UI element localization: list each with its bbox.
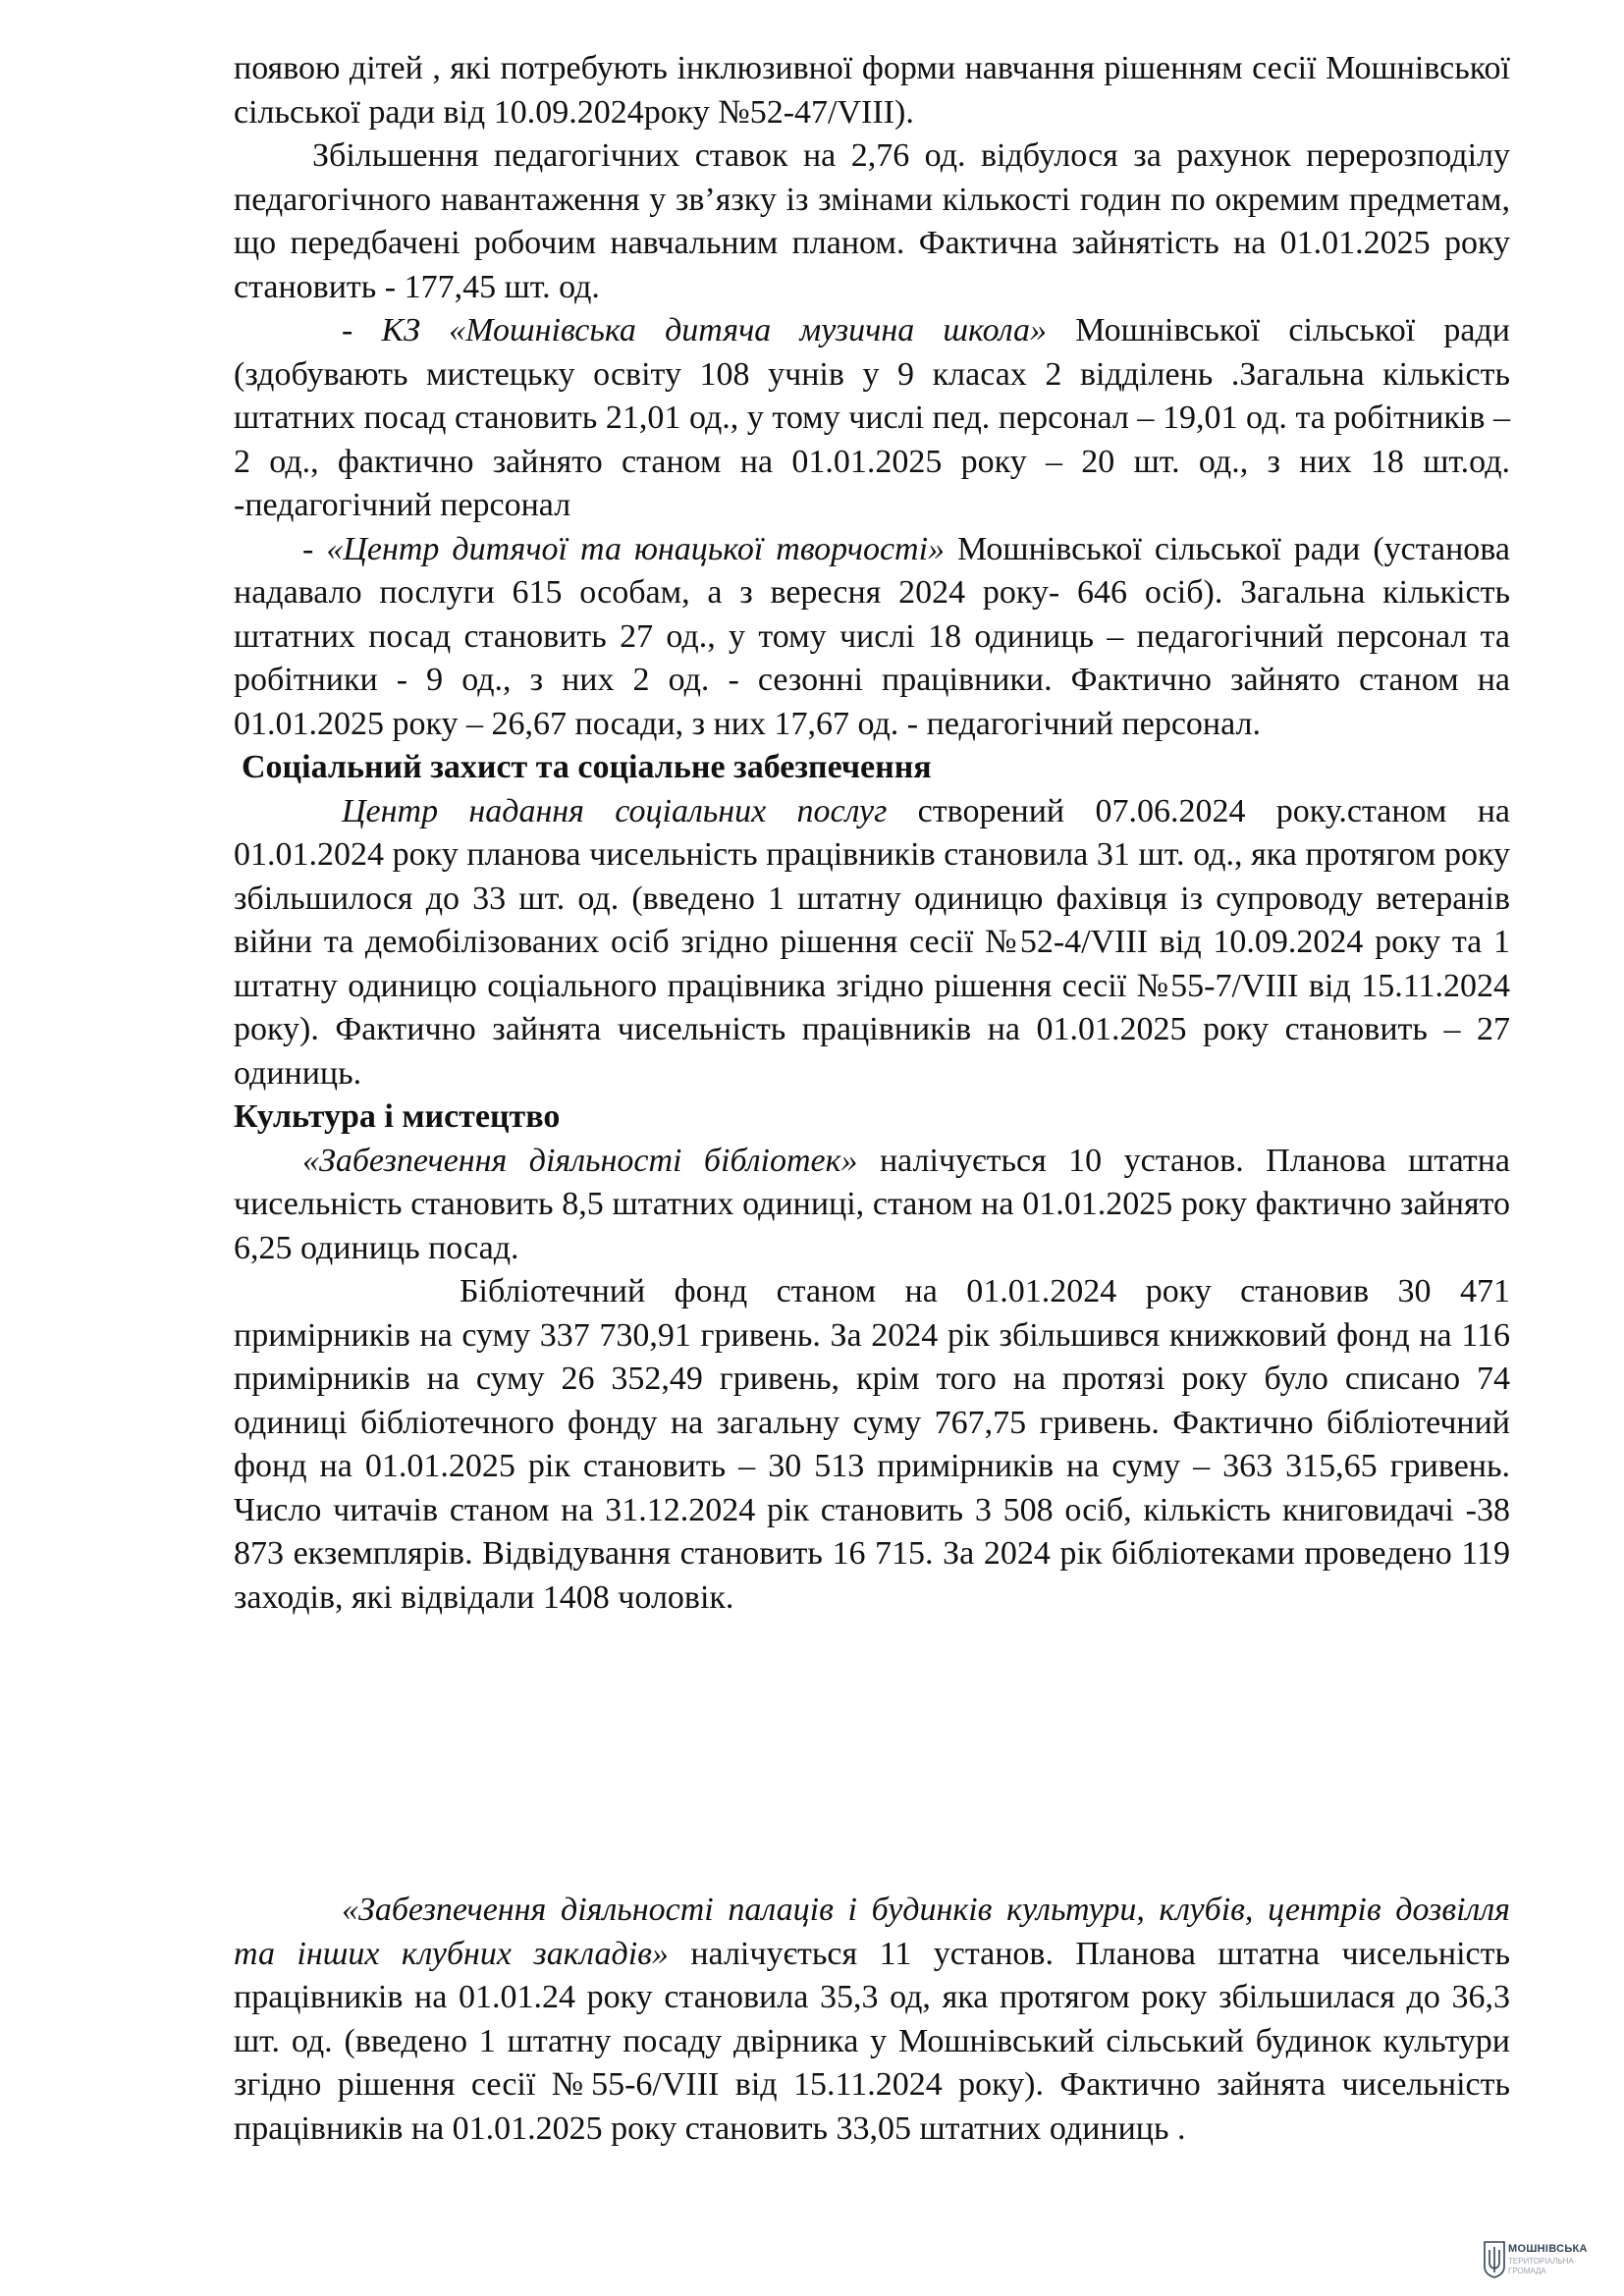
- institution-name-music-school: КЗ «Мошнівська дитяча музична школа»: [381, 312, 1048, 348]
- institution-name-youth-center: «Центр дитячої та юнацької творчості»: [326, 530, 946, 567]
- logo-subtitle-line1: ТЕРИТОРІАЛЬНА: [1508, 2257, 1574, 2266]
- institution-name-libraries: «Забезпечення діяльності бібліотек»: [302, 1142, 858, 1179]
- institution-name-culture-houses: «Забезпечення діяльності палаців і будинків культури, клубів, центрів дозвілля та інших клубних закладів»: [234, 1892, 1510, 1972]
- paragraph-body: налічується 10 установ. Планова штатна чисельність становить 8,5 штатних одиниці, станом на 01.01.2025 року фактично зайнято 6,25 одиниць посад.: [234, 1142, 1510, 1266]
- paragraph-body: налічується 11 установ. Планова штатна чисельність працівників на 01.01.24 року становила 35,3 од, яка протягом року збільшилася до 36,3 шт. од. (введено 1 штатну посаду двірника у Мошнівський сільський будинок культури згідно рішення сесії №55-6/VIII від 15.11.2024 року). Фактично зайнята чисельність працівників на 01.01.2025 року становить 33,05 штатних одиниць .: [234, 1935, 1510, 2147]
- section-heading-social-protection: Соціальний захист та соціальне забезпечення: [242, 749, 932, 785]
- paragraph-dash: -: [302, 530, 327, 567]
- paragraph-body: створений 07.06.2024 року.станом на 01.01.2024 року планова чисельність працівників становила 31 шт. од., яка протягом року збільшилося до 33 шт. од. (введено 1 штатну одиницю фахівця із супроводу ветеранів війни та демобілізованих осіб згідно рішення сесії №52-4/VIII від 10.09.2024 року та 1 штатну одиницю соціального працівника згідно рішення сесії №55-7/VIII від 15.11.2024 року). Фактично зайнята чисельність працівників на 01.01.2025 року становить – 27 одиниць.: [234, 792, 1510, 1092]
- paragraph-teaching-rates: Збільшення педагогічних ставок на 2,76 од. відбулося за рахунок перерозподілу педагогічного навантаження у зв’язку із змінами кількості годин по окремим предметам, що передбачені робочим навчальним планом. Фактична зайнятість на 01.01.2025 року становить - 177,45 шт. од.: [234, 137, 1510, 305]
- paragraph-culture-houses: [234, 1889, 1510, 2151]
- trident-coat-of-arms-icon: [1484, 2241, 1505, 2278]
- paragraph-youth-center: [234, 528, 1510, 747]
- paragraph-music-school: [234, 309, 1510, 528]
- section-heading-culture: Культура і мистецтво: [234, 1098, 561, 1135]
- paragraph-body: Мошнівської сільської ради (установа надавало послуги 615 особам, а з вересня 2024 року- 646 осіб). Загальна кількість штатних посад становить 27 од., у тому числі 18 одиниць – педагогічний персонал та робітники - 9 од., з них 2 од. - сезонні працівники. Фактично зайнято станом на 01.01.2025 року – 26,67 посади, з них 17,67 од. - педагогічний персонал.: [234, 530, 1510, 742]
- logo-title: МОШНІВСЬКА: [1508, 2243, 1588, 2255]
- institution-name-social-center: Центр надання соціальних послуг: [342, 792, 888, 829]
- community-logo: [1484, 2241, 1592, 2282]
- text-block-culture-houses: [234, 1889, 1510, 2151]
- paragraph-inclusive-education: появою дітей , які потребують інклюзивної форми навчання рішенням сесії Мошнівської сільської ради від 10.09.2024року №52-47/VIII).: [234, 50, 1510, 131]
- paragraph-body: Мошнівської сільської ради (здобувають мистецьку освіту 108 учнів у 9 класах 2 відділень .Загальна кількість штатних посад становить 21,01 од., у тому числі пед. персонал – 19,01 од. та робітників – 2 од., фактично зайнято станом на 01.01.2025 року – 20 шт. од., з них 18 шт.од. -педагогічний персонал: [234, 312, 1510, 523]
- paragraph-library-fund: Бібліотечний фонд станом на 01.01.2024 року становив 30 471 примірників на суму 337 730,91 гривень. За 2024 рік збільшився книжковий фонд на 116 примірників на суму 26 352,49 гривень, крім того на протязі року було списано 74 одиниці бібліотечного фонду на загальну суму 767,75 гривень. Фактично бібліотечний фонд на 01.01.2025 рік становить – 30 513 примірників на суму – 363 315,65 гривень. Число читачів станом на 31.12.2024 рік становить 3 508 осіб, кількість книговидачі -38 873 екземплярів. Відвідування становить 16 715. За 2024 рік бібліотеками проведено 119 заходів, які відвідали 1408 чоловік.: [234, 1273, 1510, 1616]
- text-block-main: [234, 47, 1510, 1620]
- logo-subtitle-line2: ГРОМАДА: [1508, 2267, 1546, 2275]
- paragraph-social-services-center: [234, 790, 1510, 1096]
- paragraph-dash: -: [342, 312, 382, 348]
- paragraph-libraries: [234, 1140, 1510, 1271]
